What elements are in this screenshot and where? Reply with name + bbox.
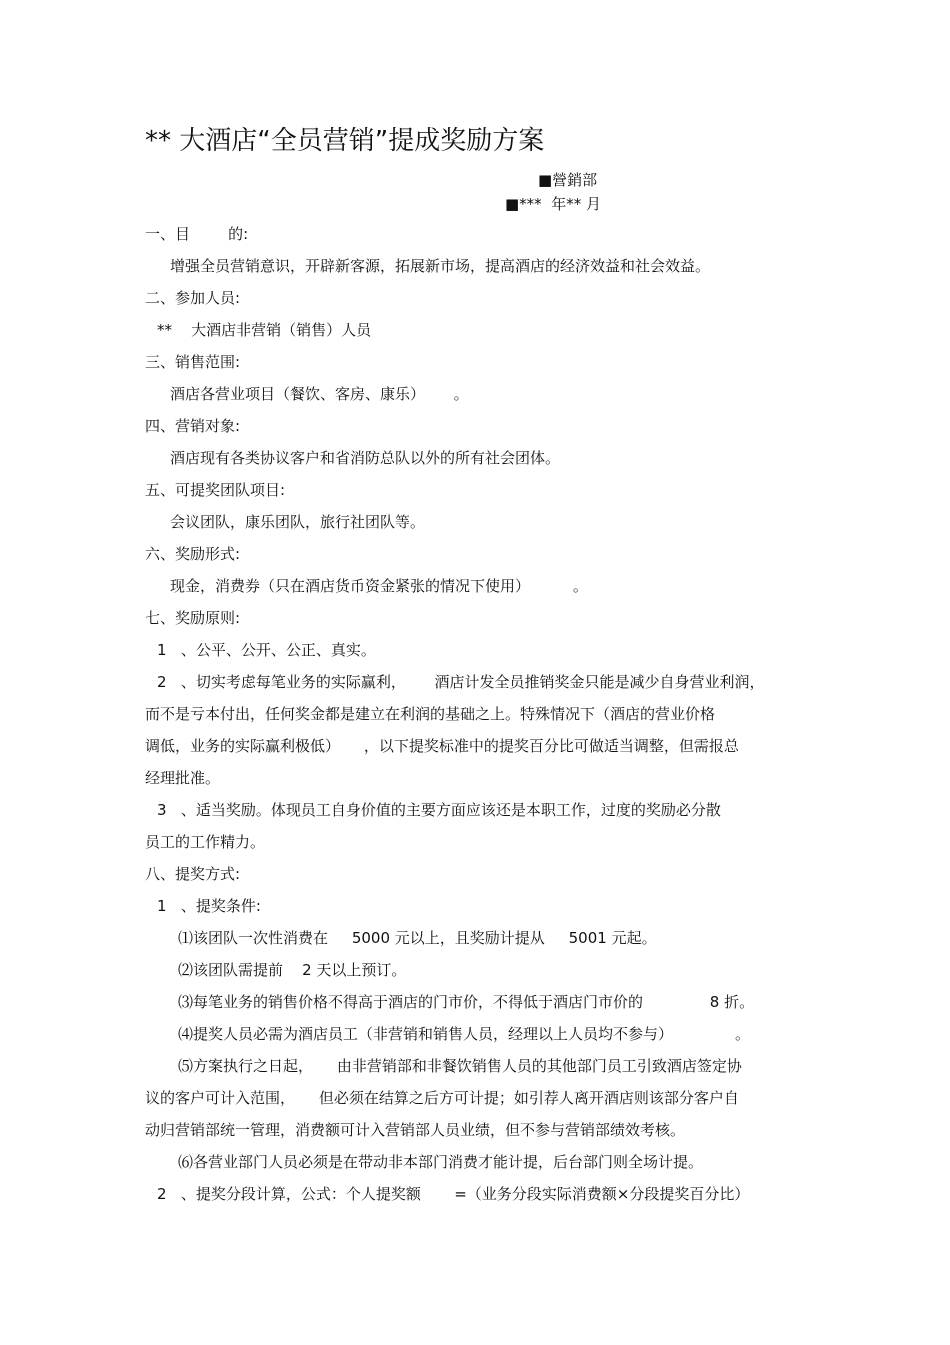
paragraph-line: ⑸方案执行之日起， 由非营销部和非餐饮销售人员的其他部门员工引致酒店签定协 <box>178 1057 742 1075</box>
paragraph-line: ⑹各营业部门人员必须是在带动非本部门消费才能计提，后台部门则全场计提。 <box>178 1153 704 1171</box>
paragraph-line: 1 、提奖条件: <box>157 897 261 915</box>
paragraph-line: ⑴该团队一次性消费在 5000 元以上，且奖励计提从 5001 元起。 <box>178 929 657 947</box>
paragraph-line: 调低，业务的实际赢利极低） ，以下提奖标准中的提奖百分比可做适当调整，但需报总 <box>145 737 739 755</box>
department-label: ■營銷部 <box>538 171 598 189</box>
paragraph-line: ** 大酒店非营销（销售）人员 <box>157 321 372 339</box>
section-heading-reward-form: 六、奖励形式: <box>145 545 241 563</box>
paragraph-line: 现金，消费券（只在酒店货币资金紧张的情况下使用） 。 <box>170 577 588 595</box>
section-heading-participants: 二、参加人员: <box>145 289 241 307</box>
section-heading-method: 八、提奖方式: <box>145 865 241 883</box>
paragraph-line: 酒店现有各类协议客户和省消防总队以外的所有社会团体。 <box>170 449 561 467</box>
paragraph-line: 1 、公平、公开、公正、真实。 <box>157 641 376 659</box>
paragraph-line: 3 、适当奖励。体现员工自身价值的主要方面应该还是本职工作，过度的奖励必分散 <box>157 801 721 819</box>
paragraph-line: 议的客户可计入范围， 但必须在结算之后方可计提；如引荐人离开酒店则该部分客户自 <box>145 1089 739 1107</box>
document-title: ** 大酒店“全员营销”提成奖励方案 <box>145 126 545 156</box>
paragraph-line: 会议团队，康乐团队，旅行社团队等。 <box>170 513 426 531</box>
paragraph-line: 员工的工作精力。 <box>145 833 266 851</box>
section-heading-targets: 四、营销对象: <box>145 417 241 435</box>
paragraph-line: 2 、提奖分段计算，公式：个人提奖额 =（业务分段实际消费额×分段提奖百分比） <box>157 1185 750 1203</box>
section-heading-scope: 三、销售范围: <box>145 353 241 371</box>
section-heading-team-items: 五、可提奖团队项目: <box>145 481 286 499</box>
paragraph-line: ⑷提奖人员必需为酒店员工（非营销和销售人员，经理以上人员均不参与） 。 <box>178 1025 750 1043</box>
paragraph-line: ⑶每笔业务的销售价格不得高于酒店的门市价，不得低于酒店门市价的 8 折。 <box>178 993 755 1011</box>
paragraph-line: 经理批准。 <box>145 769 221 787</box>
paragraph-line: 酒店各营业项目（餐饮、客房、康乐） 。 <box>170 385 469 403</box>
paragraph-line: 2 、切实考虑每笔业务的实际赢利， 酒店计发全员推销奖金只能是减少自身营业利润， <box>157 673 765 691</box>
paragraph-line: ⑵该团队需提前 2 天以上预订。 <box>178 961 407 979</box>
section-heading-principles: 七、奖励原则: <box>145 609 241 627</box>
date-label: ■*** 年** 月 <box>505 195 601 213</box>
paragraph-line: 动归营销部统一管理，消费额可计入营销部人员业绩，但不参与营销部绩效考核。 <box>145 1121 686 1139</box>
paragraph-line: 而不是亏本付出，任何奖金都是建立在利润的基础之上。特殊情况下（酒店的营业价格 <box>145 705 716 723</box>
section-heading-purpose: 一、目 的: <box>145 225 249 243</box>
paragraph-line: 增强全员营销意识，开辟新客源，拓展新市场，提高酒店的经济效益和社会效益。 <box>170 257 711 275</box>
